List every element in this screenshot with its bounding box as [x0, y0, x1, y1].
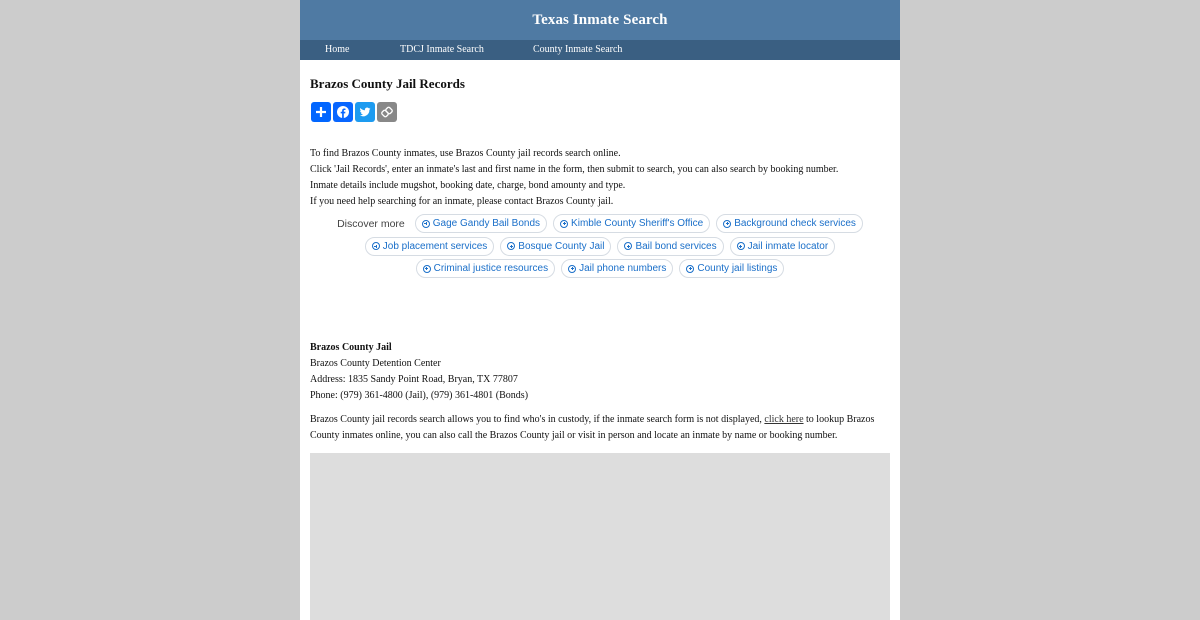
jail-facility: Brazos County Detention Center: [310, 358, 441, 369]
plus-circle-icon: [560, 220, 568, 228]
chip-label: Background check services: [734, 218, 856, 229]
jail-phone: Phone: (979) 361-4800 (Jail), (979) 361-4801 (Bonds): [310, 390, 529, 401]
plus-circle-icon: [372, 242, 380, 250]
plus-circle-icon: [737, 242, 745, 250]
intro-line: If you need help searching for an inmate, please contact Brazos County jail.: [310, 196, 614, 207]
discover-more-label: Discover more: [337, 217, 405, 230]
discover-chip[interactable]: [416, 259, 555, 278]
facebook-icon: [336, 105, 350, 119]
chip-label: Job placement services: [382, 240, 488, 252]
jail-name: Brazos County Jail: [310, 342, 392, 353]
chip-label: Criminal justice resources: [433, 263, 549, 274]
discover-chip[interactable]: [553, 214, 710, 233]
add-share-button[interactable]: [311, 102, 331, 122]
chip-label: County jail listings: [697, 263, 778, 274]
facebook-share-button[interactable]: [333, 102, 353, 122]
discover-chip[interactable]: [617, 237, 723, 256]
discover-chip[interactable]: [716, 214, 863, 233]
plus-circle-icon: [422, 220, 430, 228]
site-title[interactable]: Texas Inmate Search: [532, 11, 668, 28]
intro-line: Inmate details include mugshot, booking date, charge, bond amounty and type.: [310, 180, 626, 191]
twitter-icon: [358, 105, 372, 119]
intro-line: Click 'Jail Records', enter an inmate's last and first name in the form, then submit to search, you can also search by booking number.: [310, 164, 839, 175]
chip-label: Jail inmate locator: [747, 240, 829, 252]
nav-county-inmate-search-link[interactable]: County Inmate Search: [533, 44, 623, 55]
description-text: to lookup Brazos County inmates online, you can also call the Brazos County jail or visit in person and locate an inmate by name or booking number.: [310, 414, 875, 441]
twitter-share-button[interactable]: [355, 102, 375, 122]
discover-chip[interactable]: [500, 237, 611, 256]
plus-circle-icon: [723, 220, 731, 228]
main-nav: [300, 40, 900, 60]
discover-chip[interactable]: [561, 259, 673, 278]
search-description: [310, 412, 880, 444]
plus-circle-icon: [423, 265, 431, 273]
click-here-link[interactable]: click here: [764, 414, 804, 425]
intro-text: [310, 146, 890, 210]
plus-circle-icon: [686, 265, 694, 273]
discover-chip[interactable]: [415, 214, 547, 233]
discover-chip[interactable]: [365, 237, 495, 256]
nav-tdcj-inmate-search-link[interactable]: TDCJ Inmate Search: [400, 44, 484, 55]
chip-label: Jail phone numbers: [579, 263, 667, 274]
chip-label: Kimble County Sheriff's Office: [571, 218, 704, 229]
jail-info: [310, 340, 890, 404]
chip-label: Bail bond services: [635, 240, 717, 252]
discover-chip[interactable]: [679, 259, 784, 278]
discover-row: [300, 259, 900, 278]
description-text: Brazos County jail records search allows you to find who's in custody, if the inmate search form is not displayed,: [310, 414, 762, 425]
add-share-icon: [314, 105, 328, 119]
discover-row: [300, 214, 900, 233]
page-container: [300, 0, 900, 620]
discover-row: [300, 237, 900, 256]
intro-line: To find Brazos County inmates, use Brazos County jail records search online.: [310, 148, 621, 159]
site-header: [300, 0, 900, 40]
plus-circle-icon: [624, 242, 632, 250]
discover-chip[interactable]: [730, 237, 836, 256]
jail-address: Address: 1835 Sandy Point Road, Bryan, TX 77807: [310, 374, 518, 385]
discover-more-panel: [300, 214, 900, 282]
copy-link-icon: [380, 105, 394, 119]
page-title: Brazos County Jail Records: [310, 76, 465, 91]
inmate-search-frame[interactable]: [310, 453, 890, 620]
share-buttons: [311, 102, 397, 122]
nav-home-link[interactable]: Home: [325, 44, 350, 55]
plus-circle-icon: [507, 242, 515, 250]
copy-link-button[interactable]: [377, 102, 397, 122]
chip-label: Bosque County Jail: [518, 240, 605, 252]
plus-circle-icon: [568, 265, 576, 273]
chip-label: Gage Gandy Bail Bonds: [432, 218, 541, 229]
